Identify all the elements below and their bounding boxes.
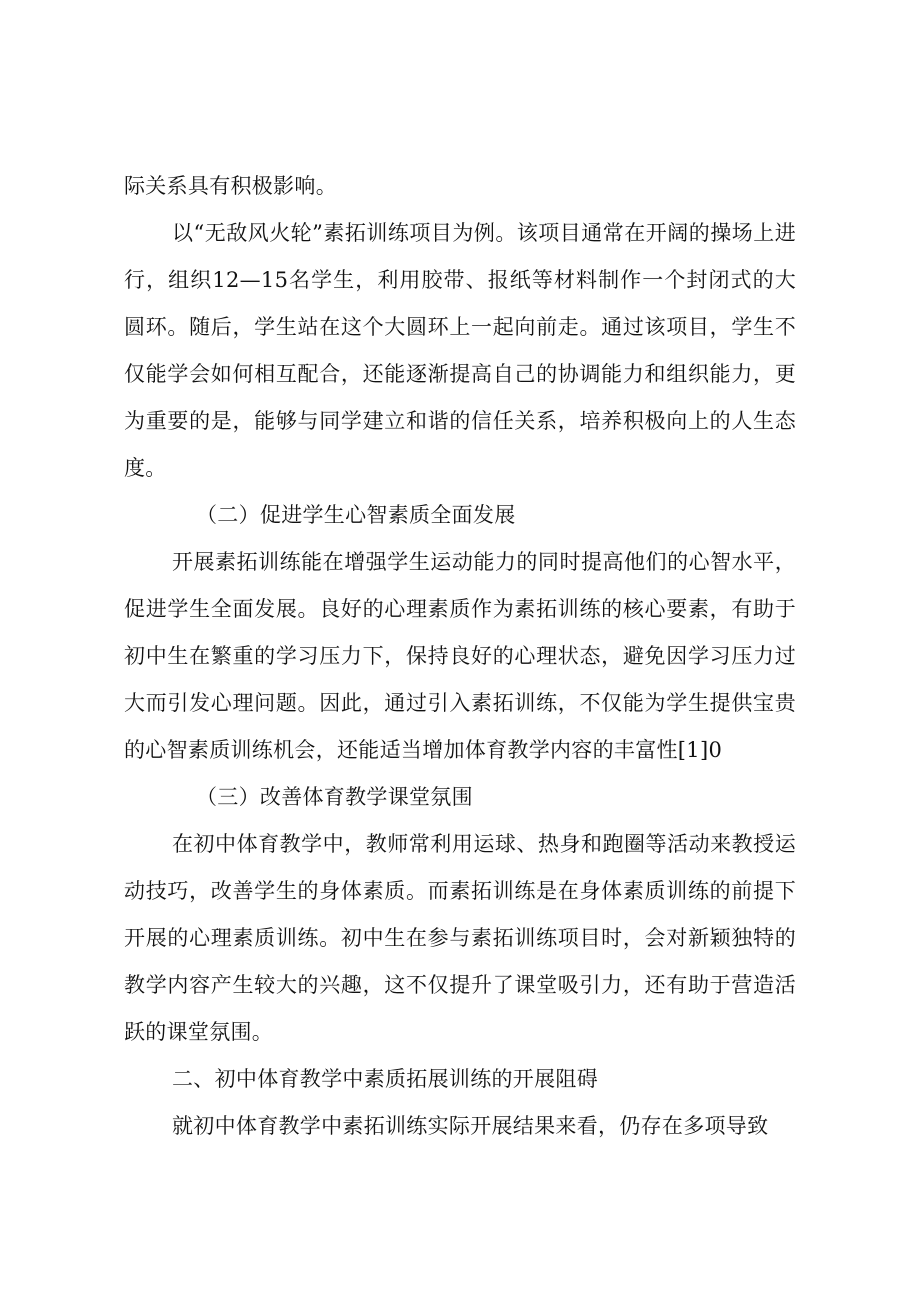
- paragraph-mental-development: 开展素拓训练能在增强学生运动能力的同时提高他们的心智水平，促进学生全面发展。良好的心理素质作为素拓训练的核心要素，有助于初中生在繁重的学习压力下，保持良好的心理状态，避免因学习压力过大而引发心理问题。因此，通过引入素拓训练，不仅能为学生提供宝贵的心智素质训练机会，还能适当增加体育教学内容的丰富性[1]0: [124, 550, 796, 762]
- document-body: [124, 163, 796, 1150]
- chapter-heading-2: 二、初中体育教学中素质拓展训练的开展阻碍: [172, 1067, 598, 1091]
- paragraph-wheel-example: 以“无敌风火轮”素拓训练项目为例。该项目通常在开阔的操场上进行，组织12—15名学生，利用胶带、报纸等材料制作一个封闭式的大圆环。随后，学生站在这个大圆环上一起向前走。通过该项目，学生不仅能学会如何相互配合，还能逐渐提高自己的协调能力和组织能力，更为重要的是，能够与同学建立和谐的信任关系，培养积极向上的人生态度。: [124, 221, 796, 480]
- section-heading-2: （二）促进学生心智素质全面发展: [196, 503, 516, 527]
- paragraph-obstacles: 就初中体育教学中素拓训练实际开展结果来看，仍存在多项导致: [172, 1114, 769, 1138]
- paragraph-continuation: 际关系具有积极影响。: [124, 174, 337, 198]
- section-heading-3: （三）改善体育教学课堂氛围: [196, 785, 473, 809]
- paragraph-classroom-atmosphere: 在初中体育教学中，教师常利用运球、热身和跑圈等活动来教授运动技巧，改善学生的身体素质。而素拓训练是在身体素质训练的前提下开展的心理素质训练。初中生在参与素拓训练项目时，会对新颖独特的教学内容产生较大的兴趣，这不仅提升了课堂吸引力，还有助于营造活跃的课堂氛围。: [124, 832, 796, 1044]
